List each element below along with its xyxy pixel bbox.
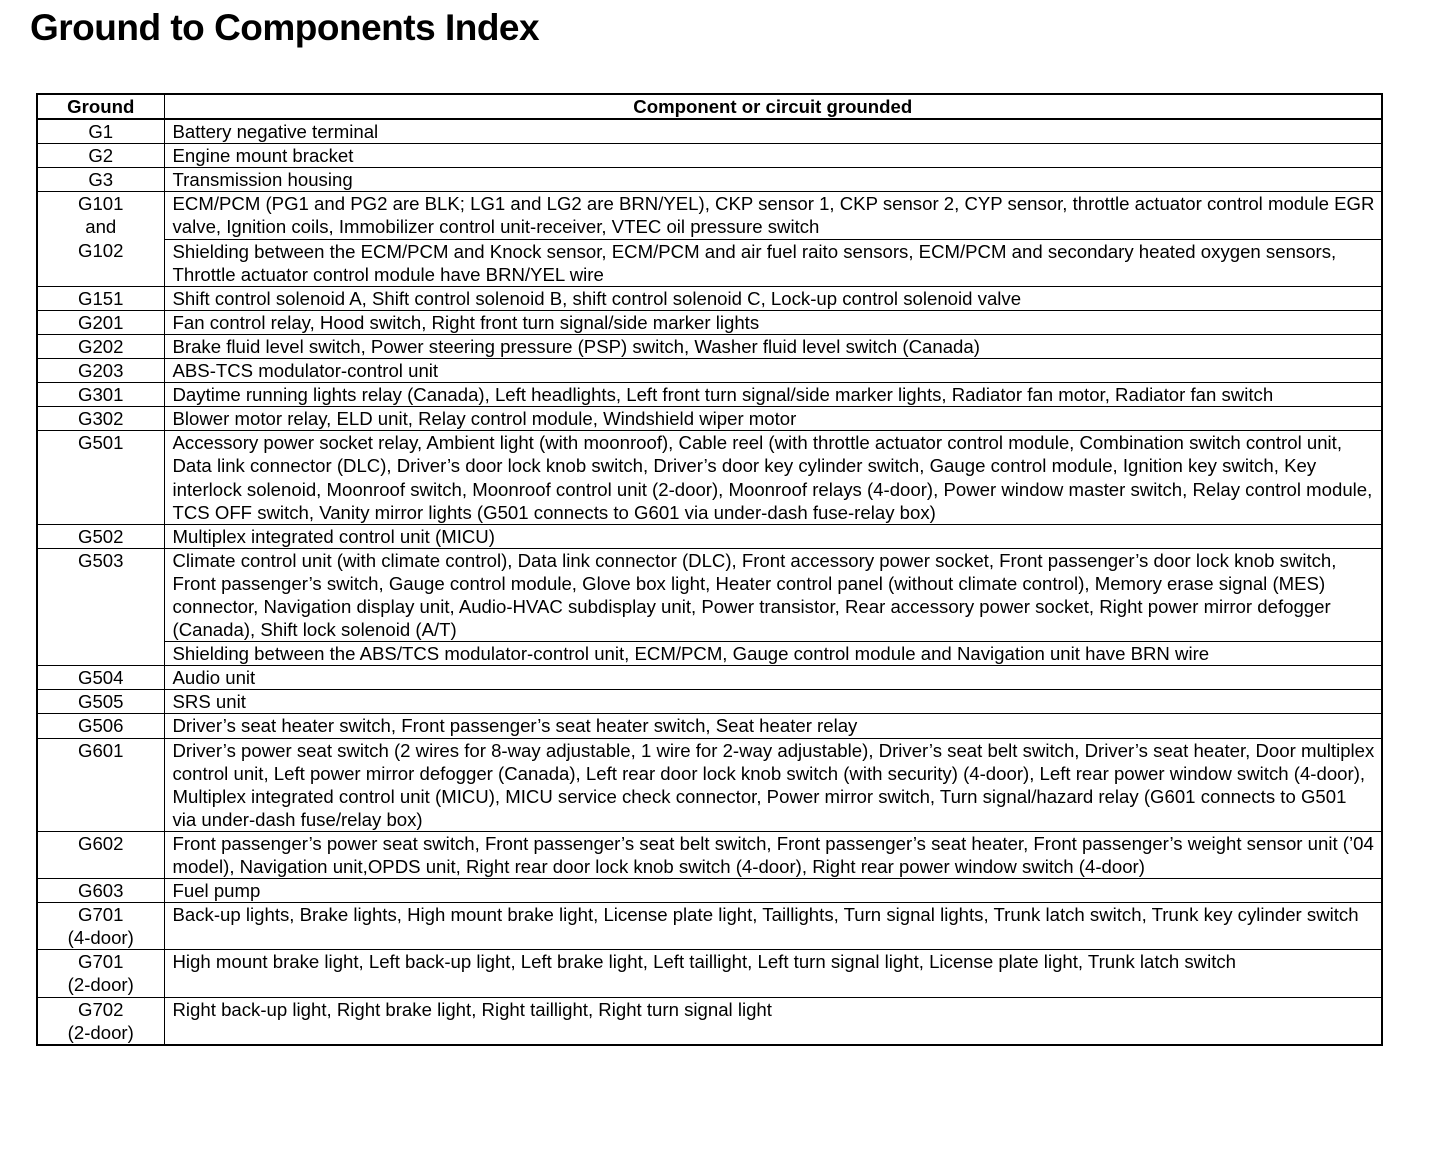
- ground-cell: G302: [37, 407, 164, 431]
- component-cell: Driver’s power seat switch (2 wires for 8-way adjustable, 1 wire for 2-way adjustable), Driver’s seat belt switch, Driver’s seat heater, Door multiplex control unit, Left power mirror defogger (Canada), Left rear door lock knob switch (with security) (4-door), Left rear power window switch (4-door), Multiplex integrated control unit (MICU), MICU service check connector, Power mirror switch, Turn signal/hazard relay (G601 connects to G501 via under-dash fuse/relay box): [164, 738, 1382, 831]
- ground-cell: G702 (2-door): [37, 997, 164, 1045]
- ground-cell: G502: [37, 524, 164, 548]
- table-row: [37, 239, 1382, 286]
- table-row: [37, 879, 1382, 903]
- component-cell: Daytime running lights relay (Canada), Left headlights, Left front turn signal/side marker lights, Radiator fan motor, Radiator fan switch: [164, 383, 1382, 407]
- table-row: [37, 548, 1382, 641]
- table-row: [37, 334, 1382, 358]
- component-cell: Blower motor relay, ELD unit, Relay control module, Windshield wiper motor: [164, 407, 1382, 431]
- table-row: [37, 738, 1382, 831]
- table-row: [37, 714, 1382, 738]
- component-cell: Shift control solenoid A, Shift control solenoid B, shift control solenoid C, Lock-up control solenoid valve: [164, 286, 1382, 310]
- table-row: [37, 997, 1382, 1045]
- component-cell: Brake fluid level switch, Power steering pressure (PSP) switch, Washer fluid level switch (Canada): [164, 334, 1382, 358]
- table-row: [37, 383, 1382, 407]
- table-row: [37, 524, 1382, 548]
- component-cell: Engine mount bracket: [164, 144, 1382, 168]
- table-row: [37, 310, 1382, 334]
- table-row: [37, 192, 1382, 239]
- component-cell: Multiplex integrated control unit (MICU): [164, 524, 1382, 548]
- ground-cell: G603: [37, 879, 164, 903]
- table-row: [37, 431, 1382, 524]
- ground-cell: G203: [37, 359, 164, 383]
- component-cell: Right back-up light, Right brake light, Right taillight, Right turn signal light: [164, 997, 1382, 1045]
- component-cell: ECM/PCM (PG1 and PG2 are BLK; LG1 and LG2 are BRN/YEL), CKP sensor 1, CKP sensor 2, CYP sensor, throttle actuator control module EGR valve, Ignition coils, Immobilizer control unit-receiver, VTEC oil pressure switch: [164, 192, 1382, 239]
- ground-cell: G601: [37, 738, 164, 831]
- component-cell: Shielding between the ECM/PCM and Knock sensor, ECM/PCM and air fuel raito sensors, ECM/PCM and secondary heated oxygen sensors, Throttle actuator control module have BRN/YEL wire: [164, 239, 1382, 286]
- table-row: [37, 666, 1382, 690]
- page-title: Ground to Components Index: [30, 7, 540, 48]
- component-cell: Battery negative terminal: [164, 119, 1382, 144]
- table-row: [37, 168, 1382, 192]
- component-cell: SRS unit: [164, 690, 1382, 714]
- component-cell: Fuel pump: [164, 879, 1382, 903]
- table-header-row: [37, 94, 1382, 119]
- table-row: [37, 903, 1382, 950]
- component-cell: Audio unit: [164, 666, 1382, 690]
- component-cell: Transmission housing: [164, 168, 1382, 192]
- table-row: [37, 144, 1382, 168]
- ground-cell: G151: [37, 286, 164, 310]
- ground-cell: G2: [37, 144, 164, 168]
- component-cell: Shielding between the ABS/TCS modulator-control unit, ECM/PCM, Gauge control module and Navigation unit have BRN wire: [164, 642, 1382, 666]
- ground-cell: G506: [37, 714, 164, 738]
- ground-cell: G701 (4-door): [37, 903, 164, 950]
- ground-cell: G1: [37, 119, 164, 144]
- ground-cell: G505: [37, 690, 164, 714]
- component-cell: Accessory power socket relay, Ambient light (with moonroof), Cable reel (with throttle actuator control module, Combination switch control unit, Data link connector (DLC), Driver’s door lock knob switch, Driver’s door key cylinder switch, Gauge control module, Ignition key switch, Key interlock solenoid, Moonroof switch, Moonroof control unit (2-door), Moonroof relays (4-door), Power window master switch, Relay control module, TCS OFF switch, Vanity mirror lights (G501 connects to G601 via under-dash fuse-relay box): [164, 431, 1382, 524]
- ground-cell: G101 and G102: [37, 192, 164, 286]
- ground-cell: G201: [37, 310, 164, 334]
- component-column-header: Component or circuit grounded: [164, 94, 1382, 119]
- ground-cell: G504: [37, 666, 164, 690]
- table-row: [37, 642, 1382, 666]
- table-row: [37, 950, 1382, 997]
- table-row: [37, 119, 1382, 144]
- table-row: [37, 831, 1382, 878]
- ground-cell: G602: [37, 831, 164, 878]
- ground-index-table: [36, 93, 1383, 1046]
- component-cell: High mount brake light, Left back-up light, Left brake light, Left taillight, Left turn signal light, License plate light, Trunk latch switch: [164, 950, 1382, 997]
- ground-cell: G503: [37, 548, 164, 665]
- table-row: [37, 690, 1382, 714]
- ground-cell: G3: [37, 168, 164, 192]
- ground-cell: G701 (2-door): [37, 950, 164, 997]
- component-cell: Fan control relay, Hood switch, Right front turn signal/side marker lights: [164, 310, 1382, 334]
- component-cell: Back-up lights, Brake lights, High mount brake light, License plate light, Taillights, Turn signal lights, Trunk latch switch, Trunk key cylinder switch: [164, 903, 1382, 950]
- ground-cell: G301: [37, 383, 164, 407]
- ground-cell: G501: [37, 431, 164, 524]
- component-cell: Front passenger’s power seat switch, Front passenger’s seat belt switch, Front passenger’s seat heater, Front passenger’s weight sensor unit (’04 model), Navigation unit,OPDS unit, Right rear door lock knob switch (4-door), Right rear power window switch (4-door): [164, 831, 1382, 878]
- ground-cell: G202: [37, 334, 164, 358]
- component-cell: Driver’s seat heater switch, Front passenger’s seat heater switch, Seat heater relay: [164, 714, 1382, 738]
- component-cell: Climate control unit (with climate control), Data link connector (DLC), Front accessory power socket, Front passenger’s door lock knob switch, Front passenger’s switch, Gauge control module, Glove box light, Heater control panel (without climate control), Memory erase signal (MES) connector, Navigation display unit, Audio-HVAC subdisplay unit, Power transistor, Rear accessory power socket, Right power mirror defogger (Canada), Shift lock solenoid (A/T): [164, 548, 1382, 641]
- table-row: [37, 359, 1382, 383]
- component-cell: ABS-TCS modulator-control unit: [164, 359, 1382, 383]
- table-row: [37, 407, 1382, 431]
- ground-column-header: Ground: [37, 94, 164, 119]
- table-row: [37, 286, 1382, 310]
